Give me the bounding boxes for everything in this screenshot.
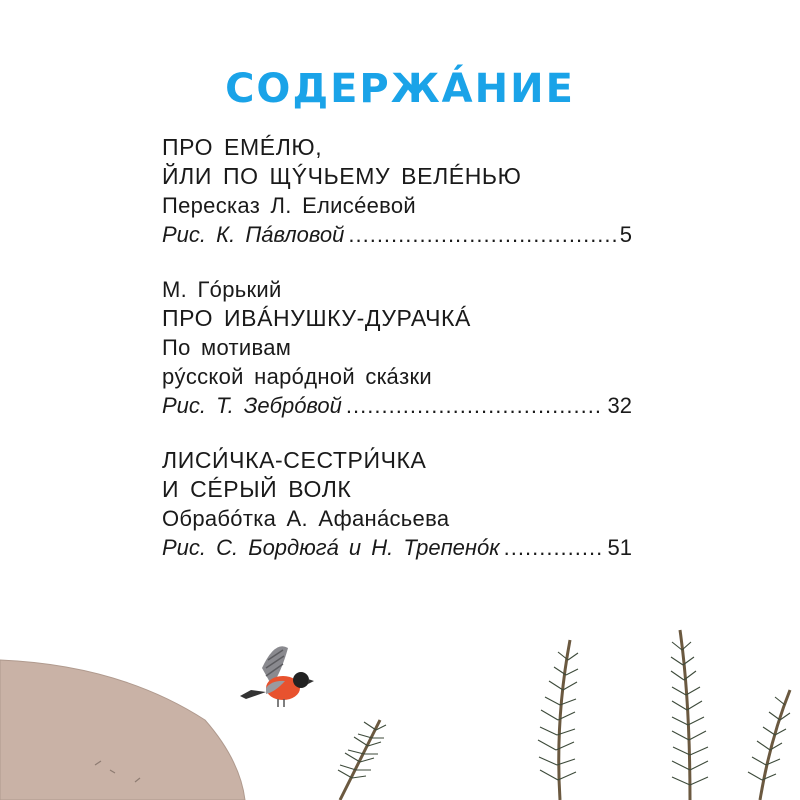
illustrator-line xyxy=(162,533,632,562)
illustrator-name: Рис. С. Бордюгá и Н. Трепенóк xyxy=(162,535,500,560)
toc-entry-ivanushka[interactable] xyxy=(162,275,632,420)
illustrator-line xyxy=(162,391,632,420)
dot-leader xyxy=(346,391,604,420)
story-credit: По мотивам xyxy=(162,335,292,360)
story-title-line: ЙЛИ ПО ЩÝЧЬЕМУ ВЕЛÉНЬЮ xyxy=(162,163,522,189)
fir-branch-icon xyxy=(338,630,790,800)
story-title-line: ПРО ИВÁНУШКУ-ДУРАЧКÁ xyxy=(162,305,471,331)
illustrator-name: Рис. Т. Зебрóвой xyxy=(162,393,342,418)
illustrator-line xyxy=(162,220,632,249)
toc-entry-emelya[interactable] xyxy=(162,133,632,249)
page-number[interactable]: 5 xyxy=(619,222,632,247)
bullfinch-icon xyxy=(240,646,314,707)
story-title-line: И СÉРЫЙ ВОЛК xyxy=(162,476,352,502)
snow-mound xyxy=(0,660,245,800)
story-title-line: ПРО ЕМÉЛЮ, xyxy=(162,134,323,160)
dot-leader xyxy=(348,220,615,249)
table-of-contents xyxy=(162,133,632,588)
story-credit: рýсской нарóдной скáзки xyxy=(162,364,432,389)
dot-leader xyxy=(504,533,604,562)
page-number[interactable]: 51 xyxy=(607,535,632,560)
page-number[interactable]: 32 xyxy=(607,393,632,418)
illustrator-name: Рис. К. Пáвловой xyxy=(162,222,345,247)
story-credit: Обрабóтка А. Афанáсьева xyxy=(162,506,450,531)
story-author: М. Гóрький xyxy=(162,277,282,302)
page-title: СОДЕРЖÁНИЕ xyxy=(225,66,575,112)
story-title-line: ЛИСИ́ЧКА-СЕСТРИ́ЧКА xyxy=(162,447,427,473)
toc-entry-lisichka[interactable] xyxy=(162,446,632,562)
story-credit: Пересказ Л. Елисéевой xyxy=(162,193,417,218)
